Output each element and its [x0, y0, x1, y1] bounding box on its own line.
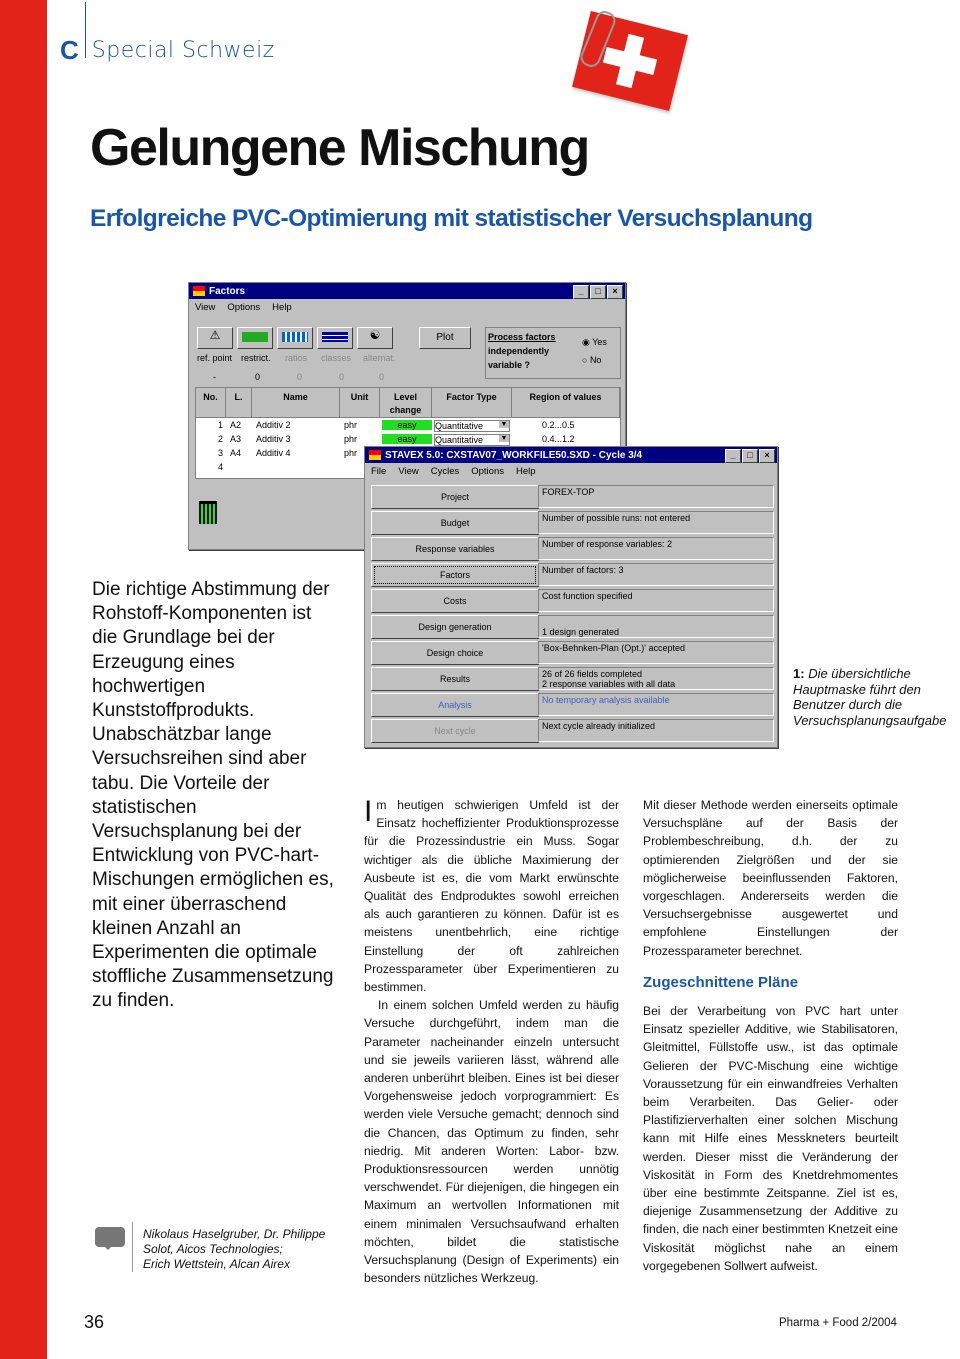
toolbar-value-classes: 0 [339, 372, 345, 382]
row-unit: phr [344, 420, 358, 430]
row-type-select[interactable] [434, 420, 510, 432]
row-type: Quantitative [435, 435, 484, 445]
info-design-choice: 'Box-Behnken-Plan (Opt.)' accepted [538, 641, 774, 664]
left-red-bar [0, 0, 47, 1359]
factors-menubar [189, 299, 625, 316]
row-name: Additiv 2 [256, 420, 291, 430]
info-analysis: No temporary analysis available [538, 693, 774, 716]
row-type: Quantitative [435, 421, 484, 431]
factors-titlebar [189, 283, 625, 299]
column-header-factor-type: Factor Type [432, 388, 512, 418]
toolbar-value-ratios: 0 [297, 372, 303, 382]
plot-button[interactable]: Plot [419, 327, 471, 349]
body-column-1 [364, 796, 619, 1287]
info-project: FOREX-TOP [538, 485, 774, 508]
section-header [60, 30, 275, 70]
no-label: No [589, 355, 602, 365]
author-line-3: Erich Wettstein, Alcan Airex [143, 1257, 290, 1271]
column-header-region: Region of values [512, 388, 620, 418]
process-factors-label-3: variable ? [488, 360, 531, 370]
row-level[interactable]: easy [382, 420, 432, 430]
yes-label: Yes [592, 337, 607, 347]
chevron-down-icon: ▼ [500, 435, 508, 442]
ratios-tool-button[interactable] [277, 327, 313, 349]
author-line-2: Solot, Aicos Technologies; [143, 1242, 283, 1256]
info-response-variables: Number of response variables: 2 [538, 537, 774, 560]
info-results-line-1: 26 of 26 fields completed [542, 669, 643, 679]
row-unit: phr [344, 434, 358, 444]
menu-view[interactable]: View [195, 302, 216, 313]
row-no: 2 [218, 434, 224, 444]
drop-cap: I [364, 795, 373, 828]
menu-help[interactable]: Help [516, 466, 536, 477]
col2-paragraph-2: Bei der Verarbeitung von PVC hart unter Einsatz spezieller Additive, wie Stabilisatoren, Gleitmittel, Füllstoffe usw., ist das optimale Gelieren der PVC-Mischung eine wichtige Voraussetzung für ein einwandfreies Verhalten beim Verarbeiten. Das Gelier- oder Plastifizierverhalten einer solchen Mischung kann mit Hilfe eines Messkneters beurteilt werden. Dieser misst die Veränderung der Viskosität in Form des Knetdrehmomentes über eine bestimmte Zeitspanne. Ziel ist es, diejenige Zusammensetzung der Additive zu finden, die nach einer bestimmten Knetzeit eine Viskosität möglichst nahe an einem vorgegebenen Sollwert aufweist. [643, 1004, 898, 1273]
info-budget: Number of possible runs: not entered [538, 511, 774, 534]
nav-budget-button[interactable]: Budget [371, 511, 539, 535]
section-divider [85, 2, 86, 58]
info-factors: Number of factors: 3 [538, 563, 774, 586]
author-credits [143, 1227, 325, 1272]
stavex-window-title: STAVEX 5.0: CXSTAV07_WORKFILE50.SXD - Cycle 3/4 [385, 449, 643, 461]
close-button[interactable]: × [759, 449, 775, 463]
info-results [538, 667, 774, 690]
row-l: A3 [230, 434, 242, 444]
stavex-menubar [365, 463, 777, 480]
author-divider [132, 1222, 133, 1272]
row-type-select[interactable] [434, 434, 510, 446]
app-icon [369, 450, 381, 460]
nav-project-button[interactable]: Project [371, 485, 539, 509]
nav-next-cycle-button[interactable]: Next cycle [371, 719, 539, 743]
article-title: Gelungene Mischung [90, 119, 589, 177]
col1-paragraph-2: In einem solchen Umfeld werden zu häufig Versuche durchgeführt, indem man die Parameter nacheinander einzeln untersucht und sie jeweils variieren lässt, während alle anderen unberührt bleiben. Eines ist bei dieser Vorgehensweise jedoch vorprogrammiert: Es werden viele Versuche gemacht; dennoch sind die Chancen, das Optimum zu finden, sehr niedrig. Mit anderen Worten: Labor- bzw. Produktionsressourcen werden unnötig verschwendet. Für diejenigen, die hingegen ein Maximum an wertvollen Informationen mit einem minimalen Versuchsaufwand erhalten möchten, bildet die statistische Versuchsplanung (Design of Experiments) ein besonders nützliches Werkzeug. [364, 998, 619, 1286]
classes-tool-button[interactable] [317, 327, 353, 349]
column-header-level-change: Level change [380, 388, 432, 418]
minimize-button[interactable]: _ [573, 285, 589, 299]
menu-options[interactable]: Options [471, 466, 504, 477]
trash-icon[interactable] [199, 501, 217, 524]
publication-footer: Pharma + Food 2/2004 [779, 1317, 897, 1329]
col2-paragraph-1: Mit dieser Methode werden einerseits optimale Versuchspläne auf der Basis der Problembeschreibung, d.h. der zu optimierenden Zielgrößen und der sie möglicherweise beeinflussenden Faktoren, vorgeschlagen. Andererseits werden die Versuchsergebnisse ausgewertet und empfohlene Einstellungen der Prozessparameter berechnet. [643, 798, 898, 958]
section-label: Special Schweiz [91, 37, 275, 63]
close-button[interactable]: × [607, 285, 623, 299]
column-header-l: L. [226, 388, 252, 418]
process-factors-group [485, 327, 621, 379]
toolbar-label-alternat: alternat. [363, 353, 396, 363]
toolbar-label-ratios: ratios [285, 353, 308, 363]
info-results-line-2: 2 response variables with all data [542, 679, 676, 689]
nav-design-choice-button[interactable]: Design choice [371, 641, 539, 665]
column-header-name: Name [252, 388, 340, 418]
row-name: Additiv 4 [256, 448, 291, 458]
row-level[interactable]: easy [382, 434, 432, 444]
app-icon [193, 286, 205, 296]
author-line-1: Nikolaus Haselgruber, Dr. Philippe [143, 1227, 326, 1241]
row-region: 0.2...0.5 [542, 420, 575, 430]
figure-caption [793, 666, 947, 728]
no-radio[interactable]: ○ No [582, 355, 602, 365]
page-number: 36 [84, 1312, 105, 1332]
row-name: Additiv 3 [256, 434, 291, 444]
alternat-tool-button[interactable]: ☯ [357, 327, 393, 349]
row-unit: phr [344, 448, 358, 458]
row-l: A2 [230, 420, 242, 430]
table-row[interactable] [196, 420, 620, 433]
caption-number: 1: [793, 666, 805, 681]
caption-text: Die übersichtliche Hauptmaske führt den Benutzer durch die Versuchsplanungsaufgabe [793, 666, 947, 728]
section-heading: Zugeschnittene Pläne [643, 973, 799, 991]
nav-factors-button[interactable]: Factors [371, 563, 539, 587]
minimize-button[interactable]: _ [725, 449, 741, 463]
row-no: 3 [218, 448, 224, 458]
yes-radio[interactable]: ◉ Yes [582, 337, 607, 347]
lead-paragraph [92, 578, 338, 1014]
column-header-no: No. [196, 388, 226, 418]
nav-response-variables-button[interactable]: Response variables [371, 537, 539, 561]
info-design-generation: 1 design generated [538, 615, 774, 638]
section-logo: C [60, 34, 79, 65]
info-costs: Cost function specified [538, 589, 774, 612]
col1-paragraph-1: m heutigen schwierigen Umfeld ist der Einsatz hocheffizienter Produktionsprozesse für die Prozessindustrie ein Muss. Sogar wichtiger als die übliche Maximierung der Ausbeute ist es, die vom Markt erwünschte Qualität des Endproduktes sowohl erreichen als auch garantieren zu können. Dafür ist es meistens unentbehrlich, eine richtige Einstellung der oft zahlreichen Prozessparameter über Experimentieren zu bestimmen. [364, 798, 619, 995]
toolbar-label-ref-point: ref. point [197, 353, 233, 363]
chevron-down-icon: ▼ [500, 421, 508, 428]
nav-results-button[interactable]: Results [371, 667, 539, 691]
stavex-titlebar [365, 447, 777, 463]
nav-costs-button[interactable]: Costs [371, 589, 539, 613]
maximize-button[interactable]: □ [742, 449, 758, 463]
menu-file[interactable]: File [371, 466, 387, 477]
menu-view[interactable]: View [398, 466, 419, 477]
toolbar-value-restrict: 0 [255, 372, 261, 382]
ref-point-tool-button[interactable]: ⚠ [197, 327, 233, 349]
column-header-unit: Unit [340, 388, 380, 418]
toolbar-value-ref-point: - [213, 372, 216, 382]
factors-window-title: Factors [209, 285, 246, 297]
lead-text: Die richtige Abstimmung der Rohstoff-Komponenten ist die Grundlage bei der Erzeugung eines hochwertigen Kunststoffprodukts. Unabschätzbar lange Versuchsreihen sind aber tabu. Die Vorteile der statistischen Versuchsplanung bei der Entwicklung von PVC-hart-Mischungen ermöglichen es, mit einer überraschend kleinen Anzahl an Experimenten die optimale stoffliche Zusammensetzung zu finden. [92, 579, 334, 1012]
speech-bubble-icon [95, 1227, 125, 1247]
maximize-button[interactable]: □ [590, 285, 606, 299]
body-column-2 [643, 796, 898, 1275]
menu-cycles[interactable]: Cycles [430, 466, 460, 477]
row-l: A4 [230, 448, 242, 458]
toolbar-label-classes: classes [321, 353, 352, 363]
menu-help[interactable]: Help [272, 302, 292, 313]
nav-design-generation-button[interactable]: Design generation [371, 615, 539, 639]
restrict-tool-button[interactable] [237, 327, 273, 349]
article-subtitle: Erfolgreiche PVC-Optimierung mit statistischer Versuchsplanung [90, 205, 813, 232]
stavex-window [364, 446, 778, 748]
toolbar-value-alternat: 0 [379, 372, 385, 382]
row-region: 0.4...1.2 [542, 434, 575, 444]
info-next-cycle: Next cycle already initialized [538, 719, 774, 742]
row-no: 1 [218, 420, 224, 430]
row-no: 4 [218, 462, 224, 472]
process-factors-label: Process factors [488, 332, 556, 342]
nav-analysis-button[interactable]: Analysis [371, 693, 539, 717]
menu-options[interactable]: Options [227, 302, 261, 313]
process-factors-label-2: independently [488, 346, 550, 356]
toolbar-label-restrict: restrict. [241, 353, 271, 363]
